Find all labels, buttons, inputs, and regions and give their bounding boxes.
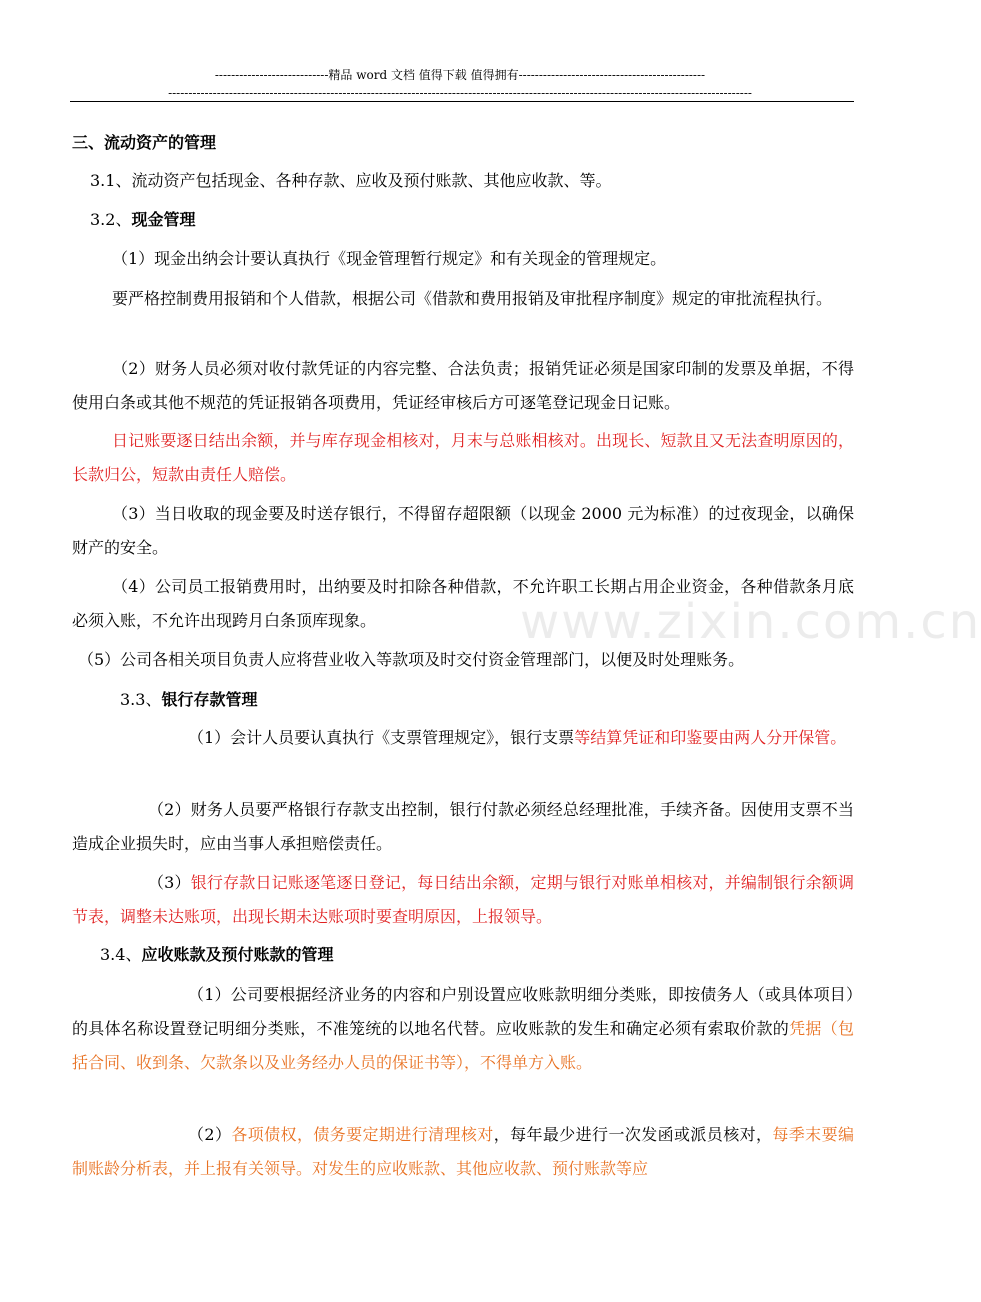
subheading-3-2 — [90, 203, 854, 237]
subheading-title: 现金管理 — [131, 210, 196, 229]
para-cash-1: （1）现金出纳会计要认真执行《现金管理暂行规定》和有关现金的管理规定。 — [112, 249, 667, 268]
para-receivable-1 — [72, 978, 854, 1080]
para-receivable-2-highlight-a: 各项债权，债务要定期进行清理核对 — [231, 1125, 494, 1144]
para-receivable-1-text: （1）公司要根据经济业务的内容和户别设置应收账款明细分类账，即按债务人（或具体项目）的具体名称设置登记明细分类账，不准笼统的以地名代替。应收账款的发生和确定必须有索取价款的 — [72, 985, 854, 1038]
subheading-number: 3.4、 — [100, 945, 142, 964]
para-bank-1 — [72, 721, 854, 755]
subheading-number: 3.2、 — [90, 210, 132, 229]
para-cash-2b: 日记账要逐日结出余额，并与库存现金相核对，月末与总账相核对。出现长、短款且又无法查明原因的，长款归公，短款由责任人赔偿。 — [72, 431, 854, 484]
para-bank-1-text: （1）会计人员要认真执行《支票管理规定》，银行支票 — [188, 728, 575, 747]
para-cash-2: （2）财务人员必须对收付款凭证的内容完整、合法负责；报销凭证必须是国家印制的发票及单据，不得使用白条或其他不规范的凭证报销各项费用，凭证经审核后方可逐笔登记现金日记账。 — [72, 359, 854, 412]
section-heading-3: 三、流动资产的管理 — [72, 133, 217, 152]
para-cash-1b: 要严格控制费用报销和个人借款，根据公司《借款和费用报销及审批程序制度》规定的审批流程执行。 — [112, 289, 833, 308]
para-cash-5: （5）公司各相关项目负责人应将营业收入等款项及时交付资金管理部门，以便及时处理账务。 — [78, 650, 745, 669]
para-receivable-2 — [72, 1118, 854, 1186]
para-cash-4: （4）公司员工报销费用时，出纳要及时扣除各种借款，不允许职工长期占用企业资金，各种借款条月底必须入账，不允许出现跨月白条顶库现象。 — [72, 577, 854, 630]
para-receivable-2-highlight-b: 每季末要编制账龄分析表，并上报有关领导。对发生的应收账款、其他应收款、预付账款等应 — [72, 1125, 854, 1178]
header-rule — [70, 101, 854, 102]
subheading-3-3 — [120, 683, 854, 717]
subheading-number: 3.3、 — [120, 690, 162, 709]
para-3-1: 3.1、流动资产包括现金、各种存款、应收及预付账款、其他应收款、等。 — [90, 171, 612, 190]
subheading-title: 应收账款及预付账款的管理 — [141, 945, 334, 964]
para-bank-3-num: （3） — [148, 873, 191, 892]
subheading-3-4 — [100, 938, 854, 972]
para-receivable-1-highlight: 凭据（包括合同、收到条、欠款条以及业务经办人员的保证书等），不得单方入账。 — [72, 1019, 854, 1072]
subheading-title: 银行存款管理 — [161, 690, 258, 709]
para-bank-3 — [72, 866, 854, 934]
para-bank-2: （2）财务人员要严格银行存款支出控制，银行付款必须经总经理批准，手续齐备。因使用支票不当造成企业损失时，应由当事人承担赔偿责任。 — [72, 800, 854, 853]
para-bank-3-highlight: 银行存款日记账逐笔逐日登记，每日结出余额，定期与银行对账单相核对，并编制银行余额调节表，调整未达账项，出现长期未达账项时要查明原因，上报领导。 — [72, 873, 854, 926]
para-receivable-2-num: （2） — [188, 1125, 232, 1144]
header-line-2: ------------------------------------------------------------------------------------------------------------------------------------------------ — [168, 86, 752, 100]
header-line-1: ----------------------------精品 word 文档 值得下载 值得拥有---------------------------------------------- — [214, 68, 706, 82]
para-bank-1-highlight: 等结算凭证和印鉴要由两人分开保管。 — [574, 728, 847, 747]
para-receivable-2-text: ，每年最少进行一次发函或派员核对， — [493, 1125, 773, 1144]
watermark: www.zixin.com.cn — [520, 594, 981, 650]
para-cash-3: （3）当日收取的现金要及时送存银行，不得留存超限额（以现金 2000 元为标准）的过夜现金，以确保财产的安全。 — [72, 504, 854, 557]
